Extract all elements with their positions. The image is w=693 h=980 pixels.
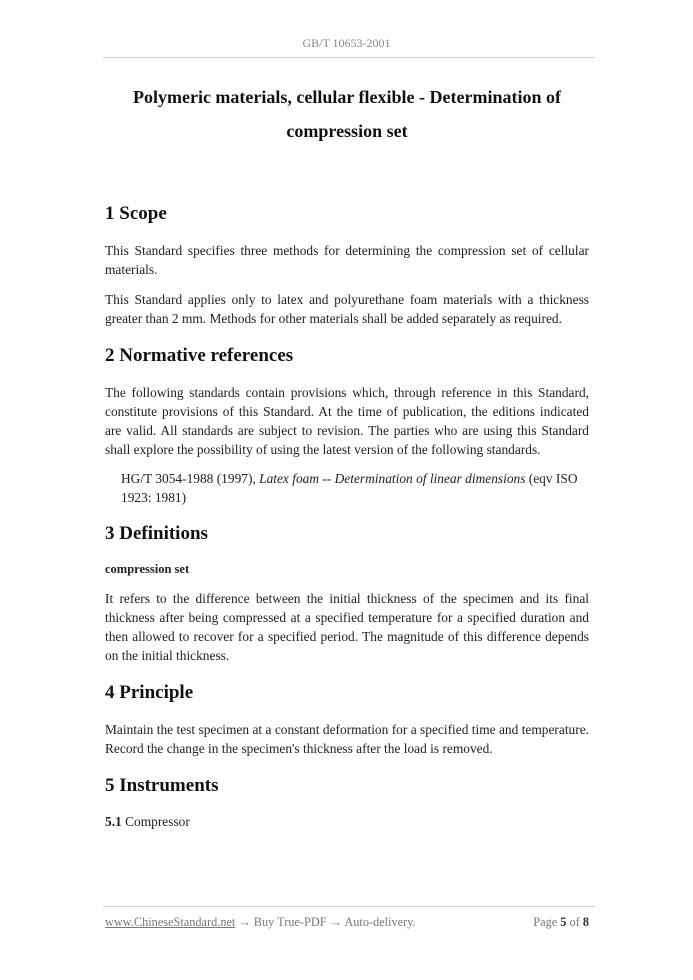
reference-code: HG/T 3054-1988 (1997), — [121, 471, 260, 486]
auto-delivery-text: Auto-delivery. — [344, 915, 416, 929]
title-line-1: Polymeric materials, cellular flexible - Determination of — [132, 87, 562, 107]
header-divider — [103, 57, 595, 58]
document-title — [103, 80, 591, 148]
normative-paragraph-1: The following standards contain provisions which, through reference in this Standard, constitute provisions of this Standard. At the time of publication, the editions indicated are valid. All standards are subject to revision. The parties who are using this Standard shall explore the possibility of using the latest version of the following standards. — [105, 385, 589, 457]
subsection-number: 5.1 — [105, 814, 122, 829]
section-heading-definitions: 3 Definitions — [105, 523, 208, 544]
normative-reference-item — [121, 469, 589, 507]
total-page-count: 8 — [582, 915, 589, 929]
document-header-id: GB/T 10653-2001 — [302, 36, 391, 50]
reference-equivalence: (eqv ISO 1923: 1981) — [121, 471, 578, 505]
website-link[interactable]: www.ChineseStandard.net — [105, 915, 236, 929]
footer-links — [105, 915, 416, 930]
title-line-2: compression set — [286, 121, 408, 141]
scope-paragraph-1: This Standard specifies three methods for determining the compression set of cellular materials. — [105, 243, 589, 277]
page-of-label: of — [566, 915, 583, 929]
subsection-label: Compressor — [121, 814, 190, 829]
definition-term: compression set — [105, 562, 190, 576]
footer-divider — [103, 906, 595, 907]
page-prefix: Page — [533, 915, 561, 929]
section-heading-normative: 2 Normative references — [105, 345, 294, 366]
scope-paragraph-2: This Standard applies only to latex and polyurethane foam materials with a thickness greater than 2 mm. Methods for other materials shall be added separately as required. — [105, 292, 589, 326]
page-indicator — [533, 915, 589, 930]
definition-paragraph: It refers to the difference between the initial thickness of the specimen and its final thickness after being compressed at a specified temperature for a specified duration and then allowed to recover for a specified period. The magnitude of this difference depends on the initial thickness. — [105, 591, 589, 663]
principle-paragraph: Maintain the test specimen at a constant deformation for a specified time and temperature. Record the change in the specimen's thickness after the load is removed. — [105, 722, 589, 756]
reference-title: Latex foam -- Determination of linear dimensions — [259, 471, 526, 486]
arrow-right-icon: → — [235, 915, 254, 929]
page-footer — [105, 915, 589, 930]
document-body — [105, 200, 589, 831]
section-heading-scope: 1 Scope — [105, 203, 167, 224]
current-page-number: 5 — [560, 915, 567, 929]
subsection-compressor — [105, 812, 589, 831]
section-heading-instruments: 5 Instruments — [105, 775, 219, 796]
section-heading-principle: 4 Principle — [105, 682, 194, 703]
arrow-right-icon: → — [326, 915, 345, 929]
buy-true-pdf-link[interactable]: Buy True-PDF — [253, 915, 327, 929]
